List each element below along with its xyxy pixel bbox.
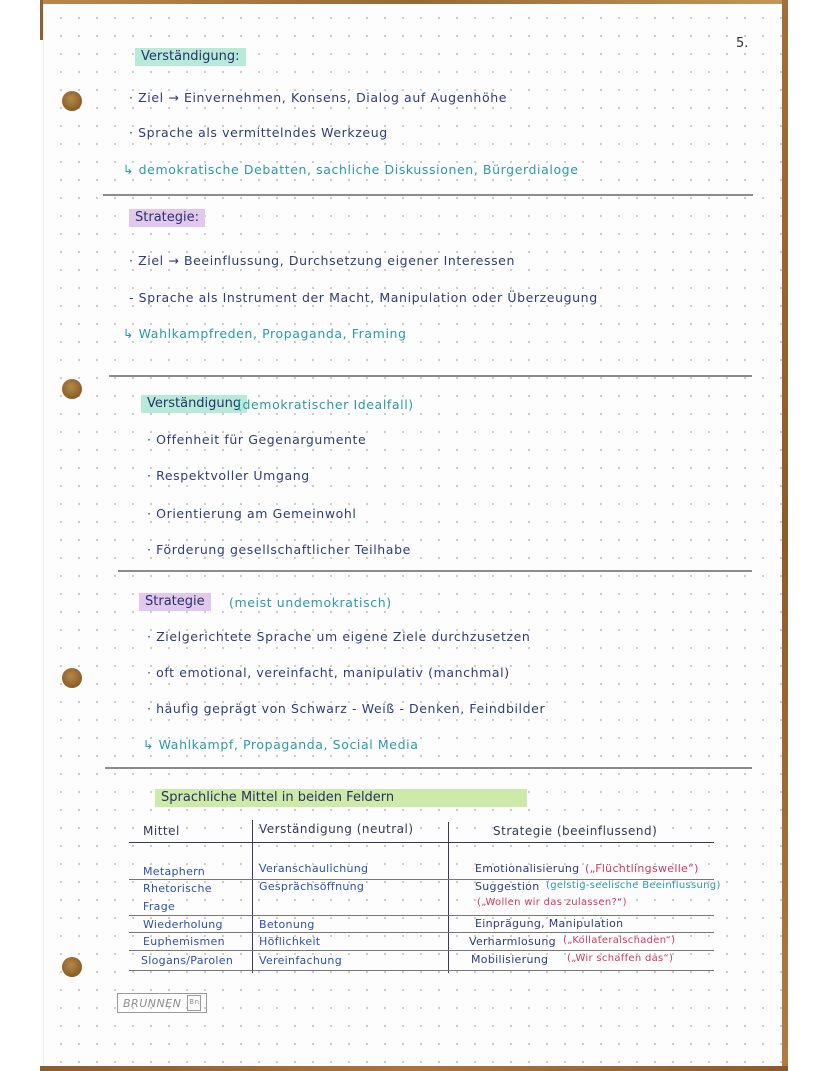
cell-strategie-note: (geistig-seelische Beeinflussung) (546, 880, 721, 891)
section-subtitle: (demokratischer Idealfall) (237, 397, 414, 412)
section-subtitle: (meist undemokratisch) (229, 595, 392, 610)
note-line: · Sprache als vermittelndes Werkzeug (129, 125, 388, 140)
bullet-item: · Offenheit für Gegenargumente (147, 432, 367, 447)
cell-strategie-example: („Wollen wir das zulassen?“) (477, 897, 627, 908)
section-heading-strategie: Strategie: (129, 209, 205, 227)
table-header-verstaendigung: Verständigung (neutral) (259, 822, 414, 836)
divider (105, 767, 752, 769)
punch-hole-icon (62, 379, 82, 399)
cell-mittel: Metaphern (143, 865, 206, 878)
cell-strategie-example: („Wir schaffen das“) (567, 953, 674, 964)
cell-strategie: Mobilisierung (471, 953, 549, 966)
brand-logo (117, 993, 207, 1013)
table-row-rule (129, 950, 714, 951)
brand-name: BRUNNEN (123, 996, 182, 1010)
table-header-strategie: Strategie (beeinflussend) (493, 824, 658, 838)
desk-edge-right (782, 0, 788, 1071)
table-row-rule (129, 970, 714, 971)
desk-edge-bottom (40, 1066, 788, 1071)
table-row-rule (129, 932, 714, 933)
note-line: · Ziel → Beeinflussung, Durchsetzung eigener Interessen (129, 253, 515, 268)
cell-verstaendigung: Veranschaulichung (259, 862, 369, 875)
cell-mittel: Rhetorische (143, 882, 212, 895)
cell-mittel: Slogans/Parolen (141, 954, 234, 967)
note-line: · Ziel → Einvernehmen, Konsens, Dialog auf Augenhöhe (129, 90, 508, 105)
punch-hole-icon (62, 957, 82, 977)
cell-strategie: Emotionalisierung (475, 862, 580, 875)
divider (118, 570, 752, 572)
table-header-mittel: Mittel (143, 824, 180, 838)
bullet-item: · Zielgerichtete Sprache um eigene Ziele durchzusetzen (147, 629, 531, 644)
page-number: 5. (736, 36, 749, 51)
table-header-rule (129, 842, 714, 843)
punch-hole-icon (62, 668, 82, 688)
example-line: ↳ Wahlkampfreden, Propaganda, Framing (123, 326, 407, 341)
section-heading-verstaendigung: Verständigung: (135, 48, 246, 66)
cell-strategie-example: („Flüchtlingswelle“) (585, 862, 699, 875)
bullet-item: · Respektvoller Umgang (147, 468, 310, 483)
cell-strategie-example: („Kollateralschaden“) (563, 935, 676, 946)
cell-strategie: Verharmlosung (469, 935, 556, 948)
cell-verstaendigung: Gesprächsöffnung (259, 880, 365, 893)
cell-strategie: Suggestion (475, 880, 540, 893)
cell-verstaendigung: Vereinfachung (259, 954, 342, 967)
cell-mittel: Wiederholung (143, 918, 223, 931)
example-line: ↳ demokratische Debatten, sachliche Diskussionen, Bürgerdialoge (123, 162, 579, 177)
bullet-item: · häufig geprägt von Schwarz - Weiß - Denken, Feindbilder (147, 701, 546, 716)
table-row-rule (129, 915, 714, 916)
bullet-item: · oft emotional, vereinfacht, manipulativ (manchmal) (147, 665, 510, 680)
cell-mittel: Euphemismen (143, 935, 225, 948)
table-title: Sprachliche Mittel in beiden Feldern (155, 789, 527, 807)
cell-verstaendigung: Betonung (259, 918, 315, 931)
section-heading-verstaendigung-ideal: Verständigung (141, 395, 247, 413)
cell-strategie: Einprägung, Manipulation (475, 917, 624, 930)
divider (109, 375, 752, 377)
notebook-page (43, 4, 782, 1066)
cell-verstaendigung: Höflichkeit (259, 935, 321, 948)
example-line: ↳ Wahlkampf, Propaganda, Social Media (143, 737, 419, 752)
punch-hole-icon (62, 91, 82, 111)
brand-mark-icon: Bn (187, 995, 201, 1011)
cell-mittel-continued: Frage (143, 900, 176, 913)
bullet-item: · Orientierung am Gemeinwohl (147, 506, 357, 521)
section-heading-strategie-undemokratisch: Strategie (139, 593, 211, 611)
bullet-item: · Förderung gesellschaftlicher Teilhabe (147, 542, 411, 557)
divider (103, 194, 753, 196)
note-line: - Sprache als Instrument der Macht, Manipulation oder Überzeugung (129, 290, 598, 305)
